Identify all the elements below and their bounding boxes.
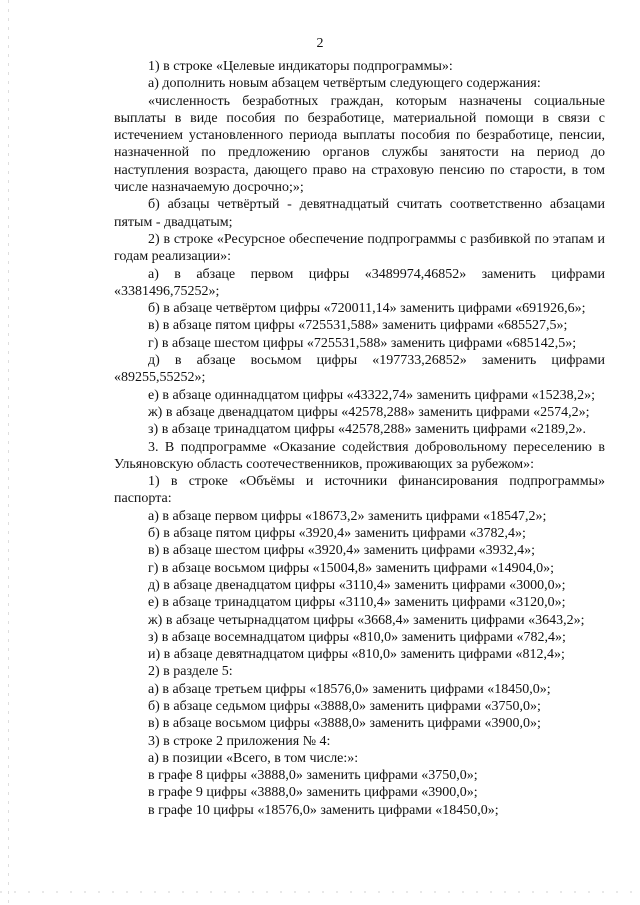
paragraph: 1) в строке «Целевые индикаторы подпрограммы»: <box>148 59 453 74</box>
paragraph: 3. В подпрограмме «Оказание содействия добровольному переселению в Ульяновскую область соотечественников, проживающих за рубежом»: <box>114 439 605 472</box>
paragraph: д) в абзаце двенадцатом цифры «3110,4» заменить цифрами «3000,0»; <box>148 577 566 593</box>
paragraph: а) дополнить новым абзацем четвёртым следующего содержания: <box>148 76 541 92</box>
paragraph: в графе 9 цифры «3888,0» заменить цифрами «3900,0»; <box>148 785 478 801</box>
scan-bottom-artifact <box>0 891 640 893</box>
document-body <box>114 58 605 819</box>
paragraph: 2) в разделе 5: <box>148 664 233 680</box>
paragraph: ж) в абзаце четырнадцатом цифры «3668,4» заменить цифрами «3643,2»; <box>148 612 585 628</box>
paragraph: г) в абзаце шестом цифры «725531,588» заменить цифрами «685142,5»; <box>148 335 577 351</box>
paragraph: 3) в строке 2 приложения № 4: <box>148 733 331 749</box>
paragraph: б) в абзаце пятом цифры «3920,4» заменить цифрами «3782,4»; <box>148 526 526 542</box>
paragraph: а) в позиции «Всего, в том числе:»: <box>148 750 359 766</box>
paragraph: 2) в строке «Ресурсное обеспечение подпрограммы с разбивкой по этапам и годам реализации»: <box>114 231 605 265</box>
paragraph: а) в абзаце третьем цифры «18576,0» заменить цифрами «18450,0»; <box>148 681 551 697</box>
paragraph: в графе 8 цифры «3888,0» заменить цифрами «3750,0»; <box>148 768 478 784</box>
paragraph: д) в абзаце восьмом цифры «197733,26852» заменить цифрами «89255,55252»; <box>114 353 605 386</box>
page-number: 2 <box>316 36 324 51</box>
paragraph: а) в абзаце первом цифры «18673,2» заменить цифрами «18547,2»; <box>148 508 547 524</box>
paragraph: в графе 10 цифры «18576,0» заменить цифрами «18450,0»; <box>148 802 499 818</box>
paragraph: б) в абзаце седьмом цифры «3888,0» заменить цифрами «3750,0»; <box>148 698 541 714</box>
paragraph: в) в абзаце пятом цифры «725531,588» заменить цифрами «685527,5»; <box>148 318 568 334</box>
scan-margin-artifact <box>8 0 9 905</box>
paragraph: б) в абзаце четвёртом цифры «720011,14» заменить цифрами «691926,6»; <box>148 301 586 317</box>
paragraph: е) в абзаце тринадцатом цифры «3110,4» заменить цифрами «3120,0»; <box>148 595 566 611</box>
paragraph: в) в абзаце шестом цифры «3920,4» заменить цифрами «3932,4»; <box>148 543 536 559</box>
paragraph: в) в абзаце восьмом цифры «3888,0» заменить цифрами «3900,0»; <box>148 716 541 732</box>
paragraph: и) в абзаце девятнадцатом цифры «810,0» заменить цифрами «812,4»; <box>148 647 565 663</box>
paragraph: з) в абзаце тринадцатом цифры «42578,288» заменить цифрами «2189,2». <box>148 422 586 438</box>
paragraph: з) в абзаце восемнадцатом цифры «810,0» заменить цифрами «782,4»; <box>148 629 566 645</box>
paragraph: а) в абзаце первом цифры «3489974,46852» заменить цифрами «3381496,75252»; <box>114 266 605 299</box>
paragraph: г) в абзаце восьмом цифры «15004,8» заменить цифрами «14904,0»; <box>148 560 554 576</box>
paragraph: е) в абзаце одиннадцатом цифры «43322,74» заменить цифрами «15238,2»; <box>148 387 595 403</box>
paragraph: «численность безработных граждан, которым назначены социальные выплаты в виде пособия по безработице, материальной помощи в связи с истечением установленного периода выплаты пособия по безработице, пенсии, назначенной по предложению органов службы занятости на период до наступления возраста, дающего право на страховую пенсию по старости, в том числе назначаемую досрочно;»; <box>114 93 605 196</box>
paragraph: 1) в строке «Объёмы и источники финансирования подпрограммы» паспорта: <box>114 474 605 507</box>
paragraph: б) абзацы четвёртый - девятнадцатый считать соответственно абзацами пятым - двадцатым; <box>114 197 605 230</box>
paragraph: ж) в абзаце двенадцатом цифры «42578,288» заменить цифрами «2574,2»; <box>148 404 590 420</box>
